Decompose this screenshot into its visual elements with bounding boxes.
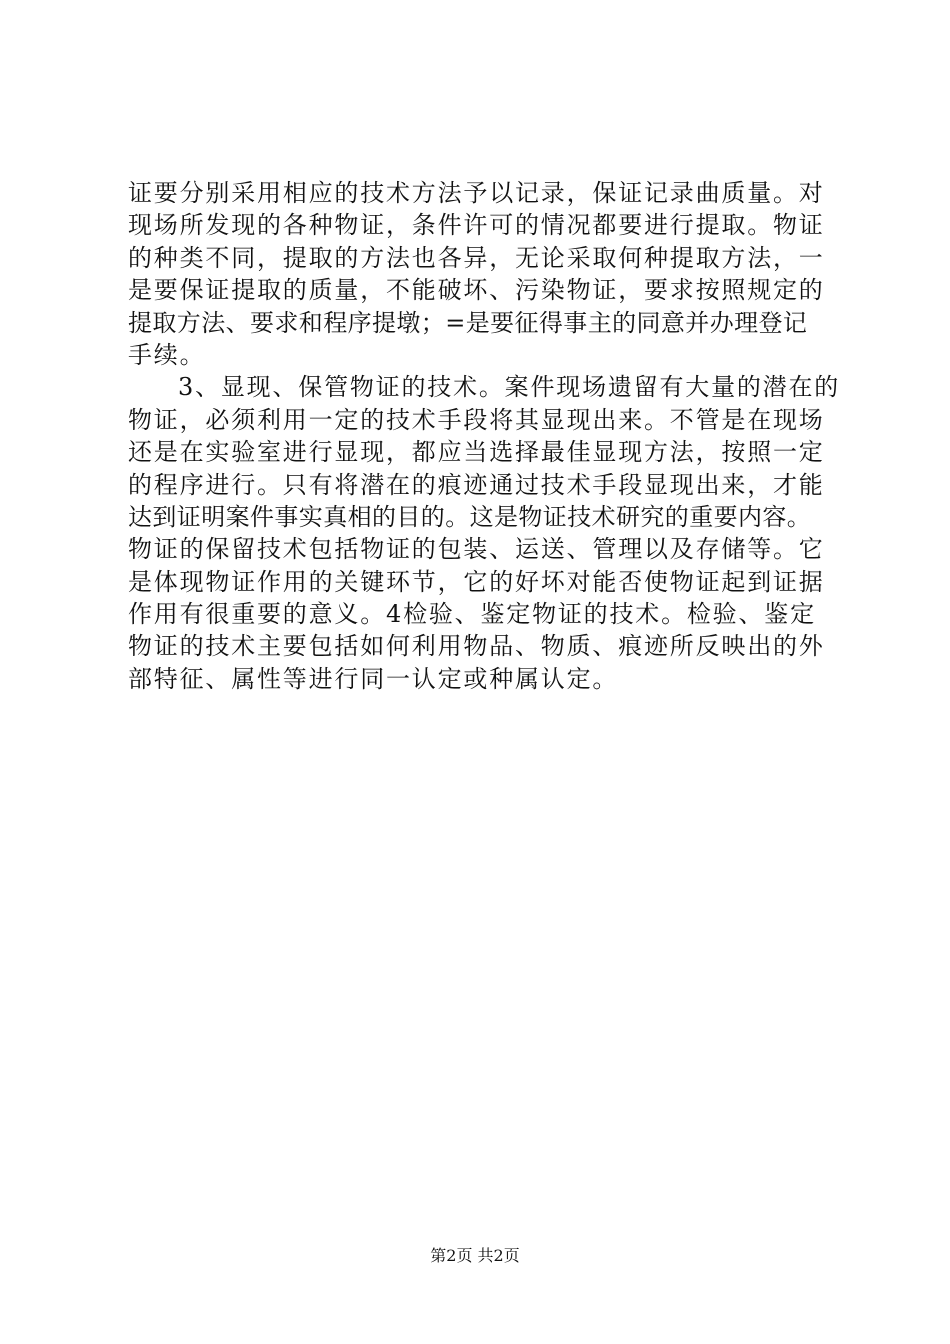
text-line: 的种类不同，提取的方法也各异，无论采取何种提取方法，一 xyxy=(128,243,825,272)
text-line: 提取方法、要求和程序提墩；=是要征得事主的同意并办理登记 xyxy=(128,308,808,337)
text-line: 的程序进行。只有将潜在的痕迹通过技术手段显现出来，才能 xyxy=(128,470,825,499)
text-line: 手续。 xyxy=(128,340,206,369)
text-line: 是体现物证作用的关键环节，它的好坏对能否使物证起到证据 xyxy=(128,567,825,596)
text-line: 部特征、属性等进行同一认定或种属认定。 xyxy=(128,664,619,693)
text-line: 物证的保留技术包括物证的包装、运送、管理以及存储等。它 xyxy=(128,535,825,564)
page-number-footer: 第2页 共2页 xyxy=(430,1246,520,1265)
text-line: 是要保证提取的质量，不能破坏、污染物证，要求按照规定的 xyxy=(128,276,825,305)
text-line: 证要分别采用相应的技术方法予以记录，保证记录曲质量。对 xyxy=(128,179,825,207)
body-text xyxy=(128,177,841,695)
text-line: 物证的技术主要包括如何利用物品、物质、痕迹所反映出的外 xyxy=(128,632,825,661)
text-line: 还是在实验室进行显现，都应当选择最佳显现方法，按照一定 xyxy=(128,438,825,467)
text-line: 现场所发现的各种物证，条件许可的情况都要进行提取。物证 xyxy=(128,211,825,240)
text-line: 物证，必须利用一定的技术手段将其显现出来。不管是在现场 xyxy=(128,405,825,434)
text-line: 达到证明案件事实真相的目的。这是物证技术研究的重要内容。 xyxy=(128,502,812,531)
paragraph-start-line: 3、显现、保管物证的技术。案件现场遗留有大量的潜在的 xyxy=(178,373,841,402)
text-line: 作用有很重要的意义。4检验、鉴定物证的技术。检验、鉴定 xyxy=(128,600,816,629)
